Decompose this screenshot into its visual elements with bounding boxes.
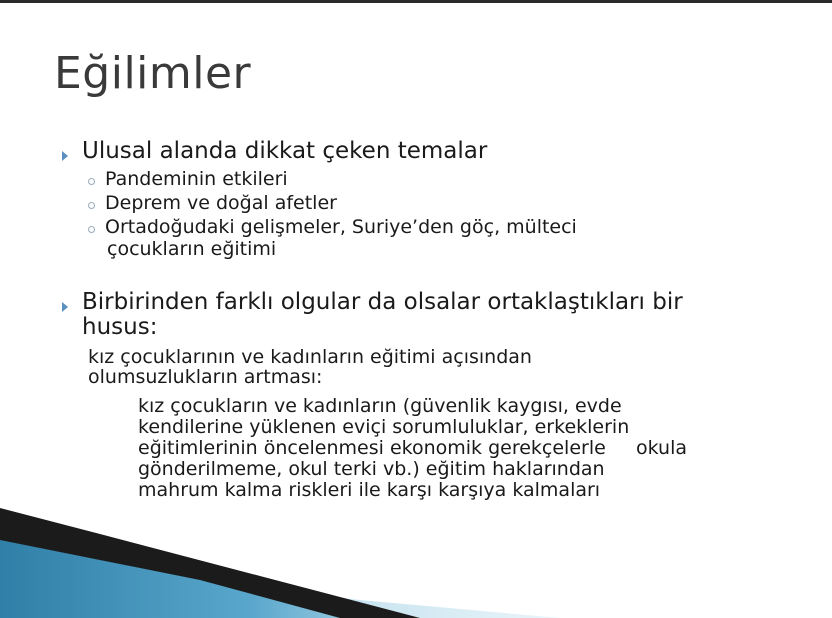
paragraph-2-line-5: mahrum kalma riskleri ile karşı karşıya kalmaları	[138, 479, 601, 501]
bullet-2	[62, 291, 683, 314]
bullet-1	[62, 140, 487, 163]
bullet-arrow-icon	[62, 302, 68, 312]
sub-item-middle-east	[88, 218, 577, 237]
sub-item-pandemic	[88, 170, 288, 189]
paragraph-2-line-3: eğitimlerinin öncelenmesi ekonomik gerekçelerle okula	[138, 437, 688, 459]
sub-item-label: Ortadoğudaki gelişmeler, Suriye’den göç, mülteci	[105, 216, 577, 238]
paragraph-1-line-2: olumsuzlukların artması:	[88, 366, 323, 388]
sub-item-continuation: çocukların eğitimi	[107, 238, 277, 260]
sub-bullet-icon	[88, 202, 95, 209]
bullet-2-line-1: Birbirinden farklı olgular da olsalar ortaklaştıkları bir	[82, 289, 683, 315]
sub-item-label: Pandeminin etkileri	[105, 168, 288, 190]
bullet-2-line-2: husus:	[82, 314, 158, 340]
paragraph-2-line-1: kız çocukların ve kadınların (güvenlik kaygısı, evde	[138, 395, 622, 417]
sub-bullet-icon	[88, 226, 95, 233]
top-border	[0, 0, 832, 3]
paragraph-2-line-2: kendilerine yüklenen eviçi sorumluluklar, erkeklerin	[138, 416, 630, 438]
dark-band	[0, 508, 420, 618]
sub-item-earthquake	[88, 194, 337, 213]
paragraph-1-line-1: kız çocuklarının ve kadınların eğitimi açısından	[88, 346, 532, 368]
light-band	[0, 560, 560, 618]
slide-title: Eğilimler	[54, 48, 252, 99]
bullet-1-text: Ulusal alanda dikkat çeken temalar	[82, 138, 488, 164]
bullet-arrow-icon	[62, 151, 68, 161]
sub-bullet-icon	[88, 178, 95, 185]
teal-band	[0, 530, 420, 618]
paragraph-2-line-4: gönderilmeme, okul terki vb.) eğitim haklarından	[138, 458, 605, 480]
sub-item-label: Deprem ve doğal afetler	[105, 192, 337, 214]
